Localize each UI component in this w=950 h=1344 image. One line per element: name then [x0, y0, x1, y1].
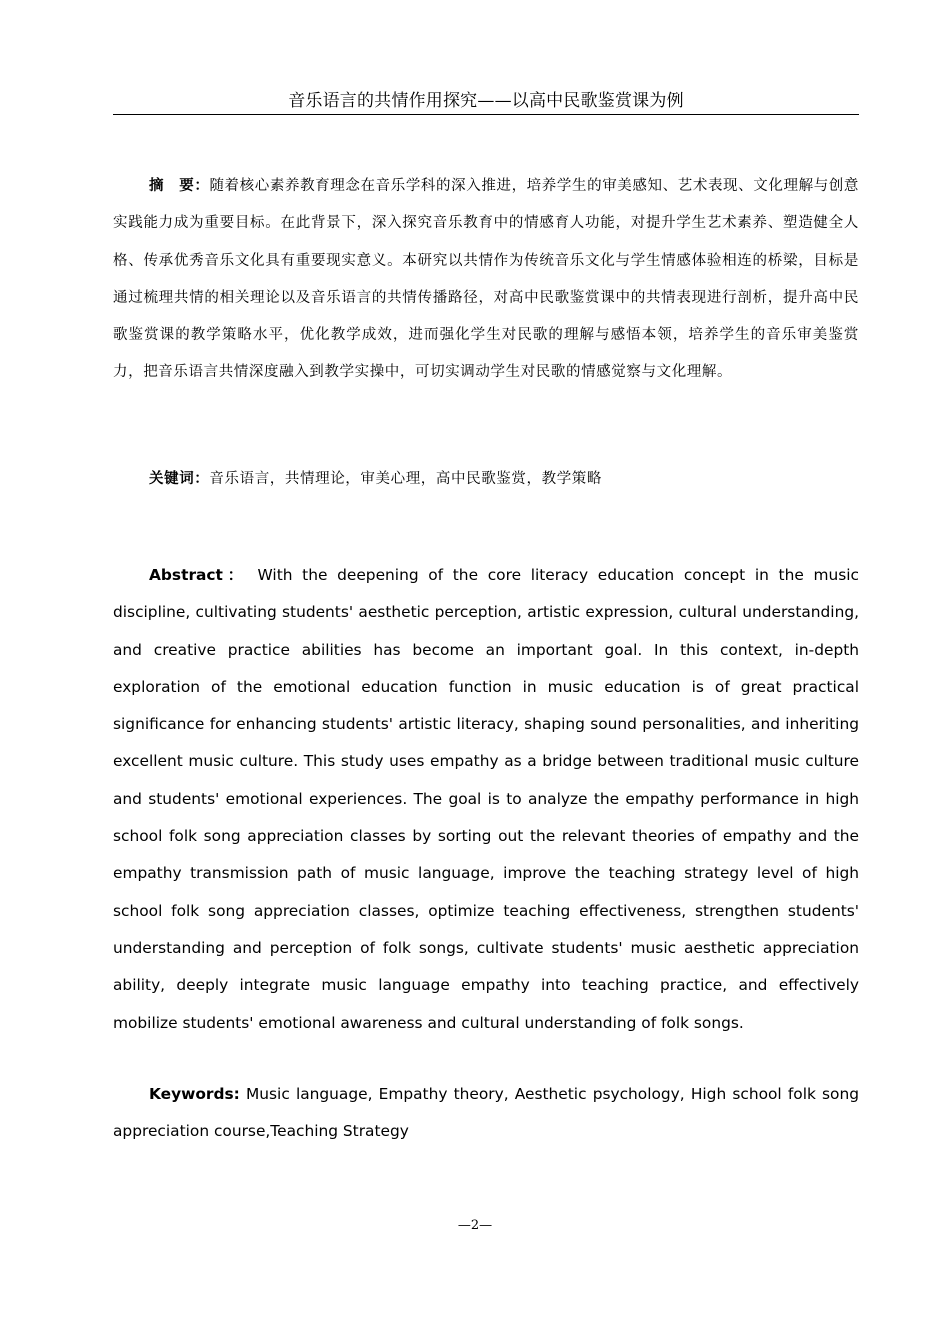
chinese-keywords — [113, 460, 859, 498]
chinese-abstract — [113, 167, 859, 392]
chinese-abstract-text: 随着核心素养教育理念在音乐学科的深入推进，培养学生的审美感知、艺术表现、文化理解与创意实践能力成为重要目标。在此背景下，深入探究音乐教育中的情感育人功能，对提升学生艺术素养、塑造健全人格、传承优秀音乐文化具有重要现实意义。本研究以共情作为传统音乐文化与学生情感体验相连的桥梁，目标是通过梳理共情的相关理论以及音乐语言的共情传播路径，对高中民歌鉴赏课中的共情表现进行剖析，提升高中民歌鉴赏课的教学策略水平，优化教学成效，进而强化学生对民歌的理解与感悟本领，培养学生的音乐审美鉴赏力，把音乐语言共情深度融入到教学实操中，可切实调动学生对民歌的情感觉察与文化理解。 — [113, 178, 860, 381]
english-keywords — [113, 1076, 859, 1151]
page-number: —2— — [457, 1218, 493, 1233]
chinese-keywords-text: 音乐语言，共情理论，审美心理，高中民歌鉴赏，教学策略 — [209, 471, 603, 487]
english-abstract-label: Abstract： — [149, 566, 248, 584]
english-keywords-label: Keywords: — [149, 1085, 240, 1103]
chinese-abstract-label: 摘 要： — [149, 177, 210, 194]
chinese-keywords-label: 关键词： — [149, 470, 210, 487]
running-header-title: 音乐语言的共情作用探究——以高中民歌鉴赏课为例 — [113, 88, 859, 115]
english-abstract — [113, 557, 859, 1042]
english-keywords-text: Music language, Empathy theory, Aesthetic psychology, High school folk song appreciation course,Teaching Strategy — [113, 1085, 859, 1141]
english-abstract-text: With the deepening of the core literacy education concept in the music discipline, cultivating students' aesthetic perception, artistic expression, cultural understanding, and creative practice abilities has become an important goal. In this context, in-depth exploration of the emotional education function in music education is of great practical significance for enhancing students' artistic literacy, shaping sound personalities, and inheriting excellent music culture. This study uses empathy as a bridge between traditional music culture and students' emotional experiences. The goal is to analyze the empathy performance in high school folk song appreciation classes by sorting out the relevant theories of empathy and the empathy transmission path of music language, improve the teaching strategy level of high school folk song appreciation classes, optimize teaching effectiveness, strengthen students' understanding and perception of folk songs, cultivate students' music aesthetic appreciation ability, deeply integrate music language empathy into teaching practice, and effectively mobilize students' emotional awareness and cultural understanding of folk songs. — [113, 566, 859, 1032]
